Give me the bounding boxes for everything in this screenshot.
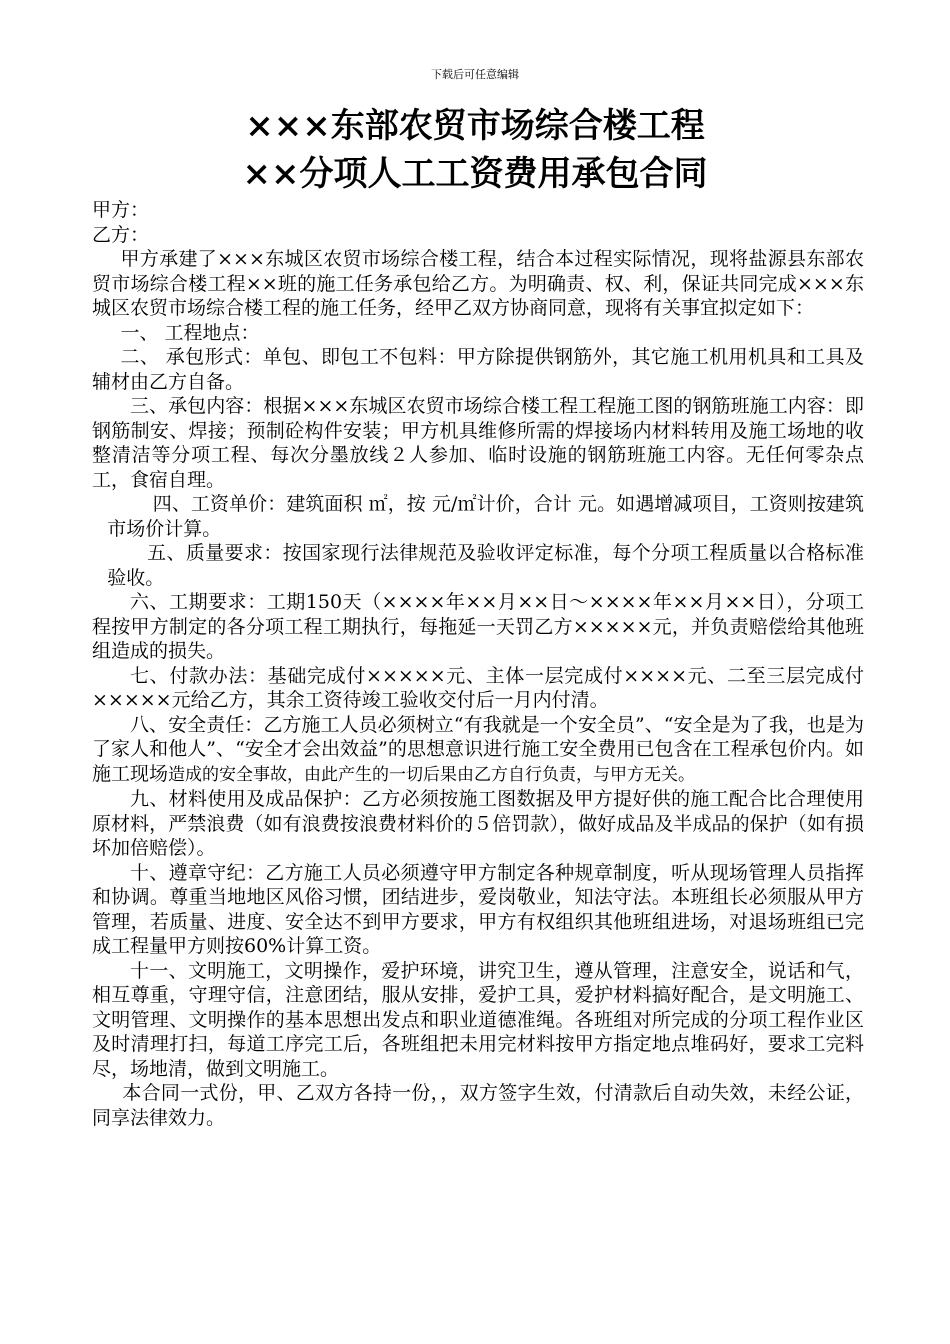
clause-11-civilized-construction: 十一、文明施工，文明操作，爱护环境，讲究卫生，遵从管理，注意安全，说话和气，相互尊重，守理守信，注意团结，服从安排，爱护工具，爱护材料搞好配合，是文明施工、文明管理、文明操作的基本思想出发点和职业道德准绳。各班组对所完成的分项工程作业区及时清理打扫，每道工序完工后，各班组把未用完材料按甲方指定地点堆码好，要求工完料尽，场地清，做到文明施工。 <box>92 959 864 1080</box>
clause-9-materials: 九、材料使用及成品保护：乙方必须按施工图数据及甲方提好供的施工配合比合理使用原材料，严禁浪费（如有浪费按浪费材料价的５倍罚款），做好成品及半成品的保护（如有损坏加倍赔偿）。 <box>92 788 864 859</box>
intro-paragraph: 甲方承建了×××东城区农贸市场综合楼工程，结合本过程实际情况，现将盐源县东部农贸市场综合楼工程××班的施工任务承包给乙方。为明确责、权、利，保证共同完成×××东城区农贸市场综合楼工程的施工任务，经甲乙双方协商同意，现将有关事宜拟定如下： <box>92 248 864 319</box>
clause-8-safety <box>92 713 864 788</box>
clause-5-quality: 五、质量要求：按国家现行法律规范及验收评定标准，每个分项工程质量以合格标准验收。 <box>107 542 864 589</box>
party-b-label: 乙方： <box>92 223 150 246</box>
contract-body <box>92 198 864 1130</box>
closing-paragraph: 本合同一式份，甲、乙双方各持一份，，双方签字生效，付清款后自动失效，未经公证，同享法律效力。 <box>92 1082 864 1129</box>
clause-7-payment: 七、付款办法：基础完成付×××××元、主体一层完成付××××元、二至三层完成付×××××元给乙方，其余工资待竣工验收交付后一月内付清。 <box>92 664 864 711</box>
clause-1-location: 一、 工程地点： <box>120 321 260 344</box>
header-note: 下载后可任意编辑 <box>431 68 519 81</box>
clause-10-discipline: 十、遵章守纪：乙方施工人员必须遵守甲方制定各种规章制度，听从现场管理人员指挥和协调。尊重当地地区风俗习惯，团结进步，爱岗敬业，知法守法。本班组长必须服从甲方管理，若质量、进度、安全达不到甲方要求，甲方有权组织其他班组进场，对退场班组已完成工程量甲方则按60%计算工资。 <box>92 861 864 957</box>
contract-title-line2: ××分项人工工资费用承包合同 <box>242 154 708 194</box>
clause-2-contract-form: 二、 承包形式：单包、即包工不包料：甲方除提供钢筋外，其它施工机用机具和工具及辅材由乙方自备。 <box>92 346 864 393</box>
clause-8-safety-part2: 造成的安全事故，由此产生的一切后果由乙方自行负责，与甲方无关。 <box>168 764 696 785</box>
contract-title-line1: ×××东部农贸市场综合楼工程 <box>245 106 705 146</box>
clause-8-safety-part1: 八、安全责任：乙方施工人员必须树立“有我就是一个安全员”、“安全是为了我，也是为了家人和他人”、“安全才会出效益”的思想意识进行施工安全费用已包含在工程承包价内。如施工现场 <box>92 713 864 785</box>
clause-4-wage-rate: 四、工资单价：建筑面积 ㎡，按 元/㎡计价，合计 元。如遇增减项目，工资则按建筑市场价计算。 <box>107 493 864 540</box>
party-a-label: 甲方： <box>92 199 150 221</box>
clause-3-scope: 三、承包内容：根据×××东城区农贸市场综合楼工程工程施工图的钢筋班施工内容：即钢筋制安、焊接；预制砼构件安装；甲方机具维修所需的焊接场内材料转用及施工场地的收整清洁等分项工程、每次分墨放线２人参加、临时设施的钢筋班施工内容。无任何零杂点工，食宿自理。 <box>92 395 864 491</box>
clause-6-schedule: 六、工期要求：工期150天（××××年××月××日～××××年××月××日），分项工程按甲方制定的各分项工程工期执行，每拖延一天罚乙方×××××元，并负责赔偿给其他班组造成的损失。 <box>92 591 864 662</box>
